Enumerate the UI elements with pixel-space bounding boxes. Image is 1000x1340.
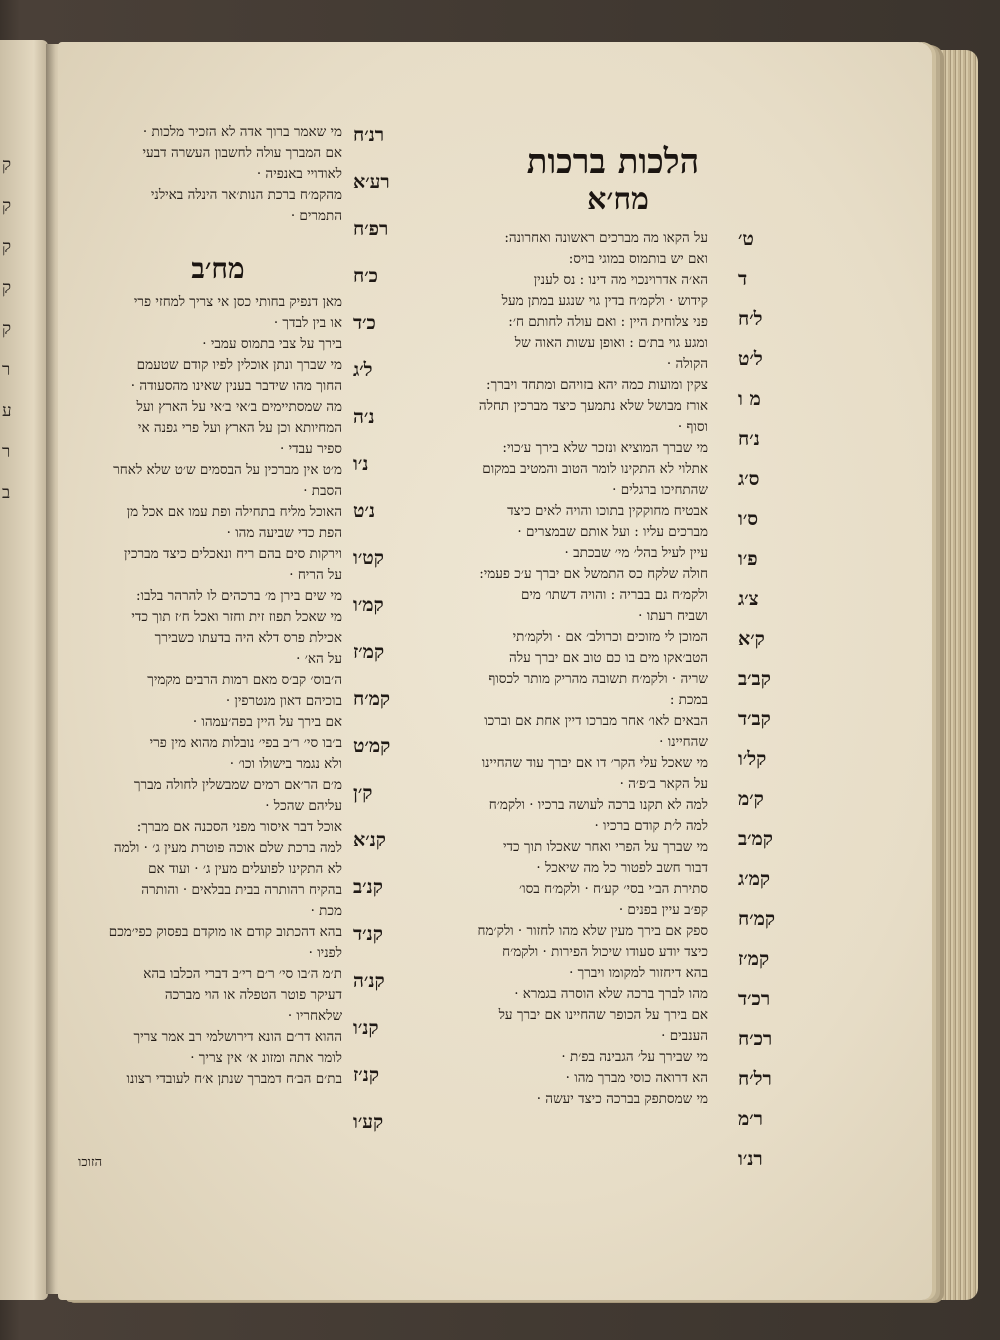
text-line: על הא׳ · <box>296 651 342 667</box>
text-line: ב׳בו סי׳ ר׳ב בפי׳ נובלות מהוא מין פרי <box>149 735 342 751</box>
text-line: למה ברכת שלם אוכה פוטרת מעין ג׳ · ולמה <box>113 840 342 856</box>
text-line: אם בירך על הכופר שהחיינו אם יברך על <box>498 1007 708 1023</box>
text-line: ת׳מ ה׳בו סי׳ ר׳ם רי׳ב דברי הכלבו בהא <box>143 966 342 982</box>
text-line: בהא דהכתוב קודם או מוקדם בפסוק כפי׳מכם <box>108 924 342 940</box>
text-line: למה ל׳ת קודם ברכיו · <box>594 818 708 834</box>
marginal-number: קמ׳ג <box>738 868 771 890</box>
text-line: מכת · <box>310 903 342 919</box>
text-line: אם בירך על היין בפה׳עמהו · <box>192 714 342 730</box>
facing-page-text <box>2 145 42 514</box>
text-line: הפת כדי שביעה מהו · <box>226 525 342 541</box>
text-line: התמרים · <box>290 208 342 224</box>
text-line: על הקאר ב׳פ׳ה · <box>619 776 708 792</box>
text-line: בוכיהם דאון מנטרפין · <box>225 693 342 709</box>
marginal-number: קט׳ו <box>353 547 384 569</box>
text-line: ולקמ׳ח גם בבריה : והויה דשתו׳ מים <box>520 587 708 603</box>
text-line: מי שים בירן מ׳ ברכהים לו להרהר בלבו: <box>135 588 342 604</box>
facing-page-char: ר <box>2 442 11 462</box>
text-line: הבאים לאו׳ אחר מברכו דיין אחת אם וברכו <box>484 713 708 729</box>
text-line: ולא נגמר בישולו וכו׳ · <box>229 756 342 772</box>
facing-page-char: ע <box>2 401 12 421</box>
text-line: שריה · ולקמ׳ח תשובה מהריק מותר לכסוף <box>488 671 708 687</box>
text-line: הסבת · <box>303 483 342 499</box>
text-line: שלאחריו · <box>287 1008 342 1024</box>
marginal-number: נ׳ט <box>353 500 376 522</box>
marginal-number: רנ׳ו <box>738 1148 763 1170</box>
text-line: בהא דיחזור למקומו ויברך · <box>569 965 708 981</box>
marginal-number: כ׳ח <box>353 265 378 287</box>
marginal-number: קנ׳ו <box>353 1017 379 1039</box>
text-line: ואם יש בותמוס במוגי בויס: <box>568 251 708 267</box>
text-line: ספק אם בירך מעין שלא מהו לחזור · ולק׳מח <box>477 923 708 939</box>
page-edges <box>928 50 978 1300</box>
text-line: כיצד יודע סעודו שיכול הפירות · ולקמ׳ח <box>502 944 708 960</box>
text-line: לאודויי באנפיה · <box>256 166 342 182</box>
marginal-number: קל׳ו <box>738 748 767 770</box>
left-text-column-top <box>80 122 342 227</box>
marginal-number: ק׳ן <box>353 782 373 804</box>
marginal-number: ס׳ו <box>738 508 759 530</box>
marginal-number: פ׳ו <box>738 548 758 570</box>
marginal-number: ל׳ג <box>353 359 373 381</box>
text-line: מברכים עליו : ועל אותם שבמצרים · <box>517 524 708 540</box>
marginal-number: קע׳ו <box>353 1111 384 1133</box>
facing-page-char: ר <box>2 360 11 380</box>
book-page <box>58 42 932 1300</box>
text-line: לומר אתה ומזונ א׳ אין צריך · <box>190 1050 342 1066</box>
text-line: לפניו · <box>308 945 342 961</box>
marginal-number: ק׳א <box>738 628 765 650</box>
marginal-number: רל׳ח <box>738 1068 772 1090</box>
text-line: אם המברך עולה לחשבון העשרה דבעי <box>142 145 342 161</box>
text-line: הטב׳אקו מים בו כם טוב אם יברך עלה <box>509 650 708 666</box>
marginal-number: כ׳ד <box>353 312 376 334</box>
text-line: עליהם שהכל · <box>265 798 342 814</box>
marginal-number: קמ׳ז <box>353 641 385 663</box>
text-line: במכת : <box>669 692 708 708</box>
text-line: הא דרואה כוסי מברך מהו · <box>565 1070 708 1086</box>
text-line: או בין לבדך · <box>273 315 342 331</box>
marginal-number: רכ׳ד <box>738 988 771 1010</box>
text-line: המחיותא וכן על הארץ ועל פרי גפנה אי <box>137 420 342 436</box>
text-line: וירקות סים בהם ריח ונאכלים כיצד מברכין <box>123 546 342 562</box>
text-line: מי שאכל עלי הקר׳ דו אם יברך עוד שהחיינו <box>481 755 708 771</box>
marginal-number: קמ׳ב <box>738 828 773 850</box>
text-line: דבור חשב לפטור כל מה שיאכל · <box>536 860 708 876</box>
text-line: וסוף · <box>677 419 708 435</box>
text-line: קידוש · ולקמ׳ח בדין גוי שנגע במתן מעל <box>501 293 708 309</box>
marginal-number: קנ׳ז <box>353 1064 380 1086</box>
marginal-number: רנ׳ח <box>353 124 385 146</box>
marginal-number: קמ׳ח <box>738 908 776 930</box>
text-line: בהקיח רהותרה בבית בבלאים · והותרה <box>141 882 342 898</box>
marginal-number: קב׳ד <box>738 708 771 730</box>
text-line: למה לא תקנו ברכה לעושה ברכיו · ולקמ׳ח <box>488 797 708 813</box>
facing-page-char: ק <box>2 319 12 339</box>
text-line: לא התקינו לפועלים מעין ג׳ · ועוד אם <box>148 861 342 877</box>
facing-page-char: ב <box>2 483 11 503</box>
marginal-number: ס׳ג <box>738 468 760 490</box>
text-line: חולה שלקח כס התמשל אם יברך ע׳כ פעמי: <box>479 566 708 582</box>
text-line: בת׳ם הב׳ח דמברך שנתן א׳ח לעובדי רצונו <box>126 1071 342 1087</box>
text-line: עיין לעיל בהל׳ מי׳ שבכתב · <box>564 545 708 561</box>
marginal-number: קב׳ב <box>738 668 771 690</box>
marginal-number: ר׳מ <box>738 1108 763 1130</box>
text-line: מי שברך ונתן אוכלין לפיו קודם שטעמם <box>136 357 342 373</box>
marginal-number: רפ׳ח <box>353 218 389 240</box>
text-line: סתירת הב׳י בסי׳ קע׳ח · ולקמ׳ח בסו׳ <box>519 881 708 897</box>
text-line: אורז מבושל שלא נתמעך כיצד מברכין תחלה <box>478 398 708 414</box>
text-line: ושביח רעתו · <box>638 608 708 624</box>
text-line: הקולה · <box>666 356 708 372</box>
section-heading-1: מח׳א <box>587 182 649 217</box>
text-line: ומגע גוי בת׳ם : ואופן עשות האוה של <box>514 335 708 351</box>
text-line: מי שמסתפק בברכה כיצד יעשה · <box>536 1091 708 1107</box>
text-line: מי שברך על הפרי ואחר שאכלו תוך כדי <box>502 839 708 855</box>
marginal-number: רע׳א <box>353 171 390 193</box>
text-line: מ׳ם הר׳אם רמים שמבשלין לחולה מברך <box>133 777 342 793</box>
page-title: הלכות ברכות <box>526 142 700 182</box>
facing-page-char: ק <box>2 237 12 257</box>
marginal-number: קמ׳ז <box>738 948 770 970</box>
text-line: דעיקר פוטר הטפלה או הוי מברכה <box>164 987 342 1003</box>
text-line: האוכל מליח בתחילה ופת עמו אם אכל מן <box>126 504 342 520</box>
text-line: אבטיח מחוקקין בתוכו והויה לאים כיצד <box>507 503 708 519</box>
facing-page-char: ק <box>2 196 12 216</box>
text-line: פני צלוחית היין : ואם עולה לחותם ח׳: <box>508 314 708 330</box>
text-line: אתלוי לא התקינו לומר הטוב והמטיב במקום <box>482 461 708 477</box>
left-text-column <box>80 292 342 1090</box>
marginal-number: קנ׳ה <box>353 970 385 992</box>
text-line: צקין ומועות כמה יהא בזויהם ומתחד ויברך: <box>486 377 708 393</box>
text-line: אכילת פרס דלא היה בדעתו כשבירך <box>154 630 342 646</box>
text-line: בירך על צבי בתמוס עמבי · <box>202 336 342 352</box>
marginal-number: צ׳ג <box>738 588 759 610</box>
marginal-number: נ׳ה <box>353 406 375 428</box>
text-line: על הריח · <box>289 567 342 583</box>
text-line: מהקמ׳ח ברכת הנות׳אר הינלה באילני <box>150 187 342 203</box>
marginal-number: נ׳ח <box>738 428 760 450</box>
section-heading-2: מח׳ב <box>191 252 245 285</box>
text-line: שהחיינו · <box>659 734 708 750</box>
marginal-number: קנ׳א <box>353 829 386 851</box>
text-line: מהו לברך ברכה שלא הוסרה בגמרא · <box>514 986 708 1002</box>
marginal-number: ל׳ט <box>738 348 763 370</box>
marginal-number: קמ׳ח <box>353 688 391 710</box>
marginal-number: מ ו <box>738 388 761 410</box>
right-text-column <box>413 228 708 1110</box>
marginal-number: קמ׳ט <box>353 735 391 757</box>
text-line: ספיר עבדי · <box>280 441 342 457</box>
text-line: מי שברך המוציא ונזכר שלא בירך ע׳כוי: <box>502 440 708 456</box>
text-line: אוכל דבר איסור מפני הסכנה אם מברך: <box>136 819 342 835</box>
text-line: הא׳ה אדרוינכוי מה דינו : נס לענין <box>533 272 708 288</box>
text-line: מ׳ט אין מברכין על הבסמים ש׳ט שלא לאחר <box>113 462 342 478</box>
text-line: מה שמסתיימים ב׳אי ב׳אי על הארץ ועל <box>136 399 342 415</box>
marginal-number: קנ׳ד <box>353 923 383 945</box>
marginal-number: רכ׳ח <box>738 1028 773 1050</box>
marginal-number: נ׳ו <box>353 453 369 475</box>
marginal-number: ט׳ <box>738 228 754 250</box>
text-line: על הקאו מה מברכים ראשונה ואחרונה: <box>504 230 708 246</box>
text-line: ה׳בוס׳ קב׳ס מאם רמות הרבים מקמיך <box>147 672 342 688</box>
facing-page-char: ק <box>2 278 12 298</box>
text-line: מי שאכל תפוז זית וחזר ואכל ח׳ז תוך כדי <box>131 609 342 625</box>
text-line: מאן דנפיק בחותי כסן אי צריך למחזי פרי <box>133 294 342 310</box>
text-line: מי שאמר ברוך אדה לא הזכיר מלכות · <box>142 124 342 140</box>
text-line: מי שבירך על׳ הגבינה בפ׳ת · <box>561 1049 708 1065</box>
facing-page-char: ק <box>2 155 12 175</box>
text-line: שהתחיכו ברגלים · <box>612 482 708 498</box>
text-line: קפ׳ב עיין בפנים · <box>618 902 708 918</box>
facing-page-edge <box>0 40 48 1300</box>
catchword: הזוכו <box>78 1155 103 1170</box>
marginal-number: קמ׳ו <box>353 594 384 616</box>
marginal-number: ל׳ח <box>738 308 763 330</box>
text-line: החוך מהו שידבר בענין שאינו מהסעודה · <box>130 378 342 394</box>
text-line: המוכן לי מזוכים וכרולב׳ אם · ולקמ׳תי <box>512 629 708 645</box>
text-line: ההוא דר׳ם הונא דירושלמי רב אמר צריך <box>133 1029 342 1045</box>
text-line: הענבים · <box>661 1028 708 1044</box>
marginal-number: ק׳מ <box>738 788 764 810</box>
marginal-number: קנ׳ב <box>353 876 383 898</box>
marginal-number: ד <box>738 268 748 290</box>
